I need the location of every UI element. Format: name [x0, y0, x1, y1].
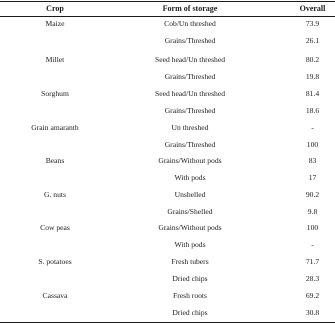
row-overall: 100 — [306, 140, 319, 149]
row-overall: - — [311, 240, 314, 249]
row-crop: S. potatoes — [38, 257, 72, 266]
row-form-of-storage: Dried chips — [172, 274, 208, 283]
row-crop: G. nuts — [44, 190, 66, 199]
row-overall: 100 — [306, 223, 319, 232]
row-form-of-storage: Fresh roots — [173, 291, 207, 300]
row-form-of-storage: Cob/Un threshed — [164, 19, 216, 28]
header-form-of-storage: Form of storage — [162, 4, 218, 13]
row-form-of-storage: Unshelled — [174, 190, 206, 199]
row-overall: 80.2 — [305, 55, 320, 64]
row-overall: 71.7 — [305, 257, 320, 266]
row-form-of-storage: Fresh tubers — [171, 257, 209, 266]
row-overall: 83 — [308, 156, 317, 165]
row-crop: Cow peas — [40, 223, 70, 232]
row-overall: 69.2 — [305, 291, 320, 300]
row-overall: 17 — [308, 173, 317, 182]
row-overall: 19.8 — [305, 72, 320, 81]
row-form-of-storage: Grains/Threshed — [164, 140, 216, 149]
row-form-of-storage: Grains/Without pods — [158, 223, 222, 232]
row-form-of-storage: Seed head/Un threshed — [154, 55, 225, 64]
row-crop: Sorghum — [41, 89, 69, 98]
row-form-of-storage: Grains/Without pods — [158, 156, 222, 165]
row-form-of-storage: Seed head/Un threshed — [154, 89, 225, 98]
row-overall: 90.2 — [305, 190, 320, 199]
row-overall: - — [311, 123, 314, 132]
row-crop: Millet — [45, 55, 65, 64]
row-overall: 9.8 — [307, 207, 318, 216]
row-form-of-storage: Grains/Threshed — [164, 36, 216, 45]
table-top-rule — [0, 1, 335, 2]
row-overall: 81.4 — [305, 89, 320, 98]
row-form-of-storage: Grains/Shelled — [167, 207, 213, 216]
row-form-of-storage: Un threshed — [171, 123, 209, 132]
row-form-of-storage: Dried chips — [172, 308, 208, 317]
row-crop: Beans — [45, 156, 65, 165]
header-overall: Overall — [299, 4, 326, 13]
header-crop: Crop — [46, 4, 64, 13]
row-overall: 18.6 — [305, 106, 320, 115]
row-crop: Grain amaranth — [31, 123, 79, 132]
row-overall: 73.9 — [305, 19, 320, 28]
table-bottom-rule — [0, 322, 335, 323]
row-form-of-storage: With pods — [174, 240, 206, 249]
row-crop: Maize — [45, 19, 65, 28]
row-overall: 26.1 — [305, 36, 320, 45]
row-form-of-storage: With pods — [174, 173, 206, 182]
row-overall: 28.3 — [305, 274, 320, 283]
row-form-of-storage: Grains/Threshed — [164, 72, 216, 81]
row-crop: Cassava — [42, 291, 68, 300]
row-form-of-storage: Grains/Threshed — [164, 106, 216, 115]
table-header-rule — [0, 16, 335, 17]
row-overall: 30.8 — [305, 308, 320, 317]
